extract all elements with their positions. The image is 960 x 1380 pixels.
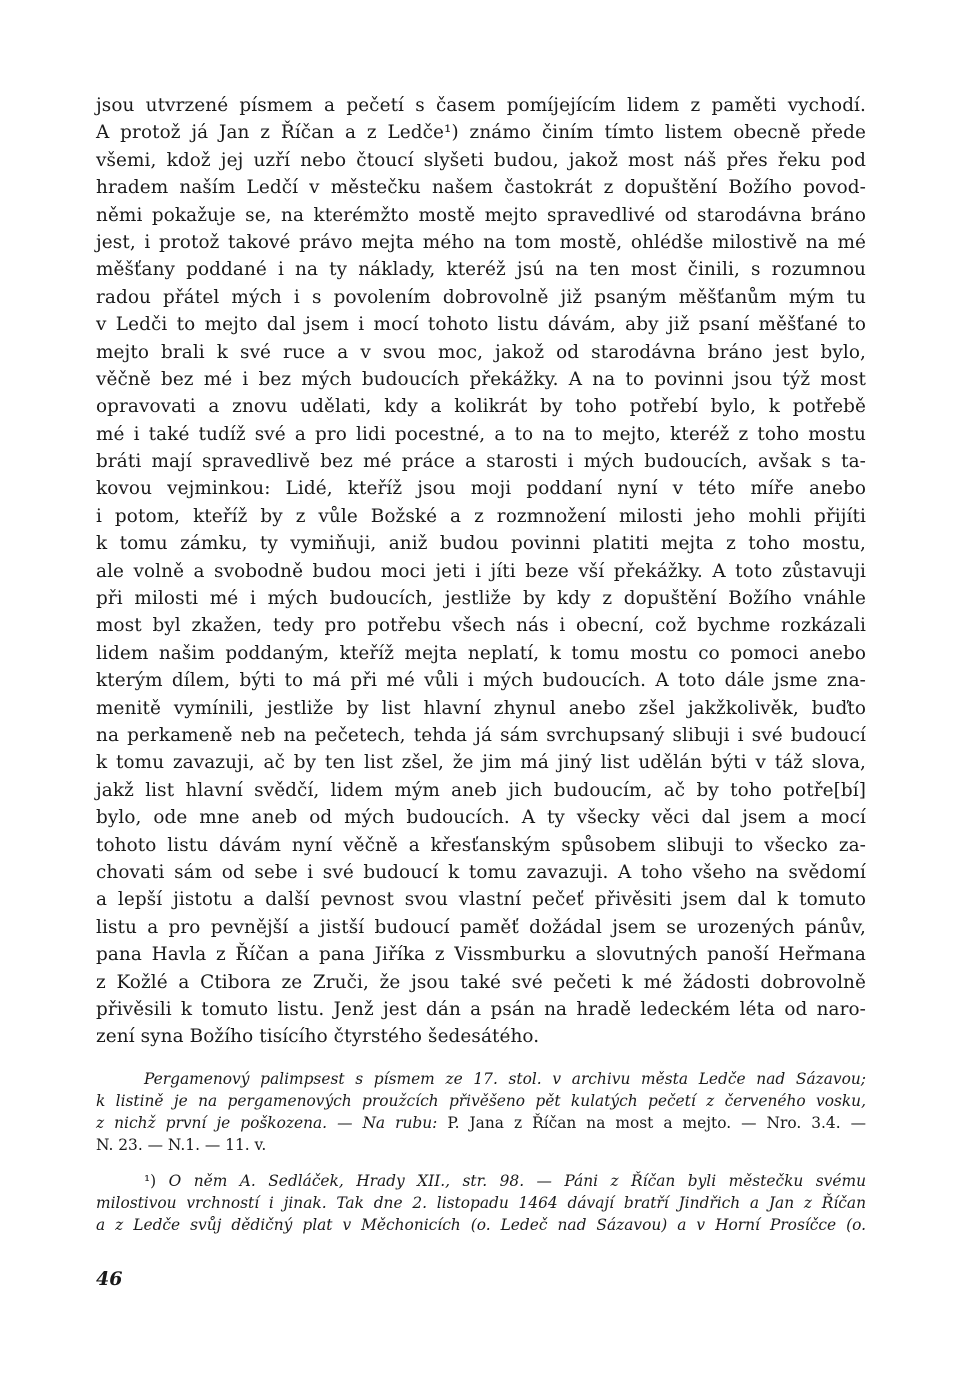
footnote-line: a z Ledče svůj dědičný plat v Měchonicích (o. Ledeč nad Sázavou) a v Horní Prosíčce (o. [96,1216,866,1234]
text-line: a lepší jistotu a další pevnost svou vlastní pečeť přivěsiti jsem dal k tomuto [96,889,866,911]
text-line: mejto brali k své ruce a v svou moc, jakož od starodávna bráno jest bylo, [96,341,866,363]
text-line: lidem našim poddaným, kteříž mejta neplatí, k tomu mostu co pomoci anebo [96,642,866,664]
source-note-line: Pergamenový palimpsest s písmem ze 17. stol. v archivu města Ledče nad Sázavou; [144,1070,866,1088]
text-line: bylo, ode mne aneb od mých budoucích. A ty všecky věci dal jsem a mocí [96,807,866,829]
text-line: jsou utvrzené písmem a pečetí s časem pomíjejícím lidem z paměti vychodí. [96,95,866,116]
page-number: 46 [96,1268,123,1290]
text-line: bráti mají spravedlivě bez mé práce a starosti i mých budoucích, avšak s ta- [96,451,866,473]
text-line: jest, i protož takové právo mejta mého na tom mostě, ohlédše milostivě na mé [96,231,866,253]
text-line: tohoto listu dávám nyní věčně a křesťanským spůsobem slibuji to všecko za- [96,834,866,856]
footnote-line: milostivou vrchností i jinak. Tak dne 2. listopadu 1464 dávají bratří Jindřich a Jan z Říčan [96,1194,866,1212]
body-paragraph [96,92,866,1051]
text-line: pana Havla z Říčan a pana Jiříka z Vissmburku a slovutných panoší Heřmana [96,944,866,966]
footnote-line [96,1170,866,1192]
text-line: ale volně a svobodně budou moci jeti i jíti beze vší překážky. A toto zůstavuji [96,560,866,582]
text-line: zení syna Božího tisícího čtyrstého šedesátého. [96,1026,540,1048]
text-line: listu a pro pevnější a jistší budoucí paměť dožádal jsem se urozených pánův, [96,916,866,938]
footnote-text: O něm A. Sedláček, Hrady XII., str. 98. — Páni z Říčan byli městečku svému [168,1172,866,1190]
text-line: radou přátel mých i s povolením dobrovolně již psaným měšťanům mým tu [96,286,866,308]
text-line: menitě vymínili, jestliže by list hlavní zhynul anebo zšel jakžkolivěk, buďto [96,697,866,719]
main-text [96,92,866,1051]
source-note-line [96,1112,866,1134]
source-note-line: k listině je na pergamenových proužcích přivěšeno pět kulatých pečetí z červeného vosku, [96,1092,866,1110]
text-line: měšťany poddané i na ty náklady, kteréž jsú na ten most činili, s rozumnou [96,259,866,281]
text-line: na perkameně neb na pečetech, tehda já sám svrchupsaný slibuji i své budoucí [96,724,866,746]
text-line: věčně bez mé i bez mých budoucích překážky. A na to povinni jsou týž most [96,368,866,390]
text-line: kovou vejminkou: Lidé, kteříž jsou moji poddaní nyní v této míře anebo [96,478,866,500]
source-note-roman: P. Jana z Říčan na most a mejto. — Nro. 3.4. — [447,1114,866,1132]
source-note-line: N. 23. — N.1. — 11. v. [96,1136,267,1154]
text-line: k tomu zámku, ty vymiňuji, aniž budou povinni platiti mejta z toho mostu, [96,533,866,555]
text-line: chovati sám od sebe i své budoucí k tomu zavazuji. A toho všeho na svědomí [96,861,866,883]
text-line: A protož já Jan z Říčan a z Ledče¹) známo činím tímto listem obecně přede [96,122,866,144]
text-line: němi pokažuje se, na kterémžto mostě mejto spravedlivé od starodávna bráno [96,204,866,226]
text-line: přivěsili k tomuto listu. Jenž jest dán a psán na hradě ledeckém léta od naro- [96,998,866,1020]
text-line: z Kožlé a Ctibora ze Zruči, že jsou také své pečeti k mé žádosti dobrovolně [96,971,866,993]
text-line: hradem naším Ledčí v městečku našem častokrát z dopuštění Božího povod- [96,177,866,199]
text-line: k tomu zavazuji, ač by ten list zšel, že jim má jiný list udělán býti v táž slova, [96,752,866,774]
footnote [96,1170,866,1236]
text-line: most byl zkažen, tedy pro potřebu všech nás i obecní, což bychme rozkázali [96,615,866,637]
text-line: jakž list hlavní svědčí, lidem mým aneb jich budoucím, ač by toho potře[bí] [96,779,866,801]
text-line: při milosti mé i mých budoucích, jestliže by kdy z dopuštění Božího vnáhle [96,588,866,610]
text-line: mé i také tudíž své a pro lidi pocestné, a to na to mejto, kteréž z toho mostu [96,423,866,445]
text-line: všemi, kdož jej uzří nebo čtoucí slyšeti budou, jakož most náš přes řeku pod [96,149,866,171]
text-line: v Ledči to mejto dal jsem i mocí tohoto listu dávám, aby již psaní měšťané to [96,314,866,336]
text-line: i potom, kteříž by z vůle Božské a z rozmnožení milosti jeho mohli přijíti [96,505,866,527]
source-note [96,1068,866,1156]
footnote-marker: ¹) [144,1172,169,1190]
text-line: opravovati a znovu udělati, kdy a kolikrát by toho potřebí bylo, k potřebě [96,396,866,418]
source-note-italic: z nichž první je poškozena. — Na rubu: [96,1114,448,1132]
text-line: kterým dílem, býti to má při mé vůli i mých budoucích. A toto dále jsme zna- [96,670,866,692]
